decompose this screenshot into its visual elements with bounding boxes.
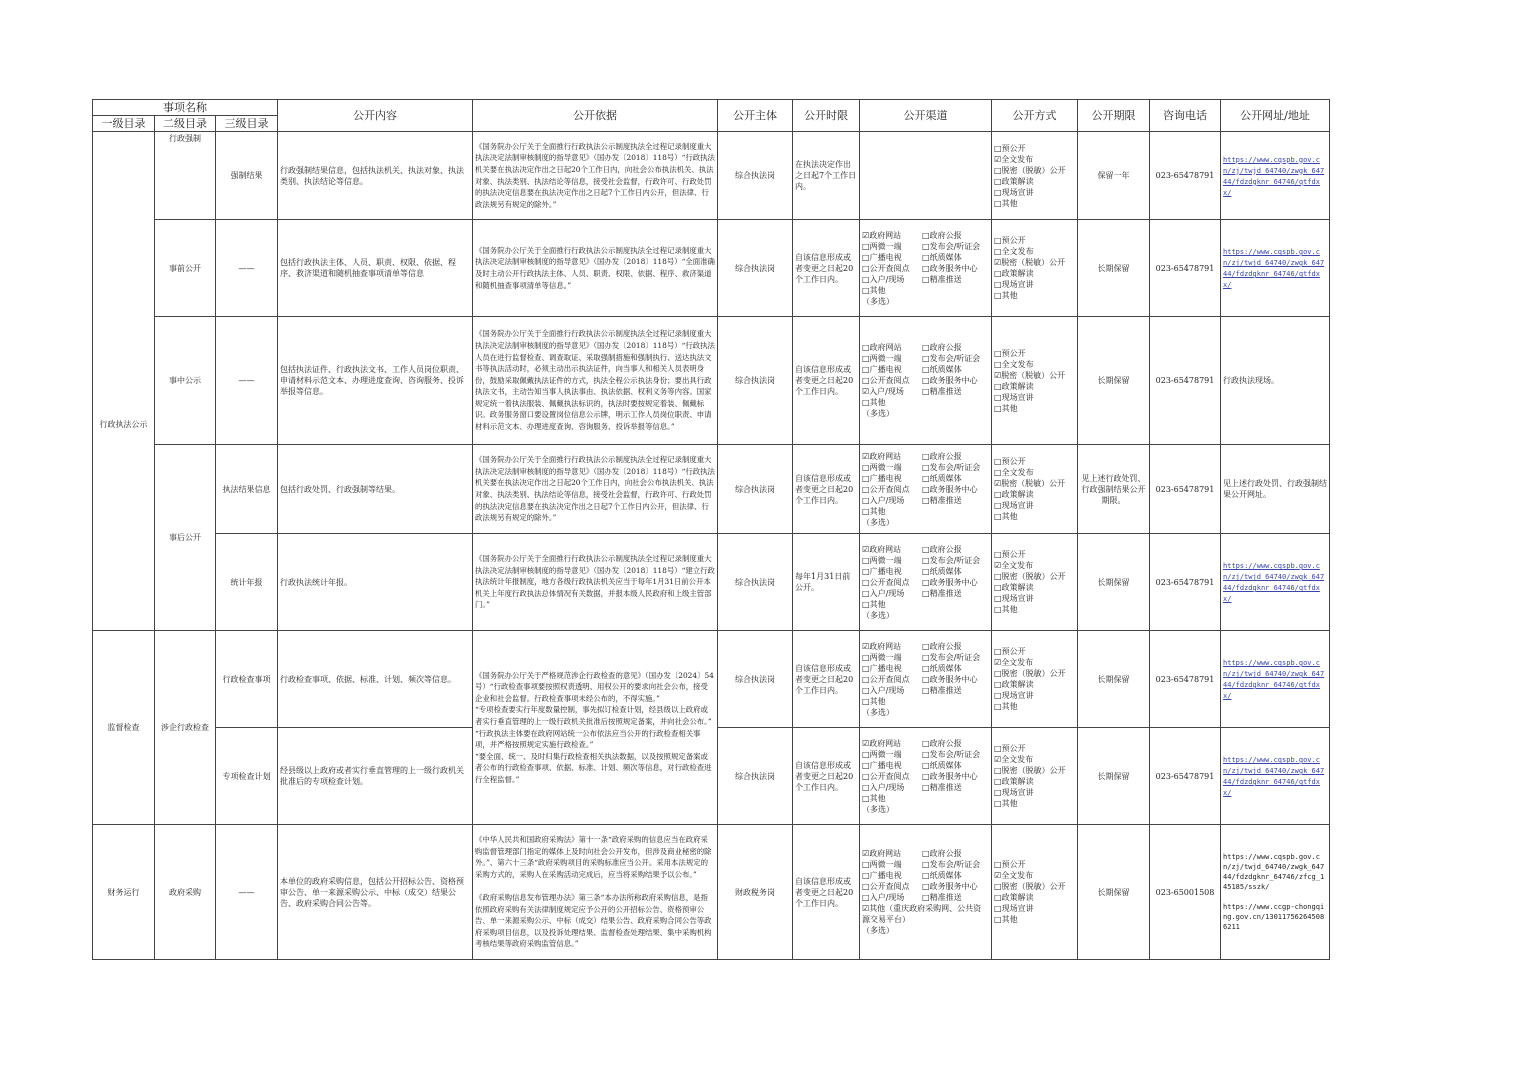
header-period: 公开期限 <box>1078 100 1150 132</box>
time-limit-cell: 自该信息形成或者变更之日起20个工作日内。 <box>793 728 860 825</box>
channel-option: □政府公报 <box>922 343 962 352</box>
level2-cell: 事后公开 <box>155 445 216 631</box>
method-option: □其他 <box>994 198 1018 208</box>
level1-cell: 监督检查 <box>93 631 155 825</box>
channel-option: ☑入户/现场 <box>862 387 904 396</box>
period-cell: 长期保留 <box>1078 220 1150 317</box>
header-level2: 二级目录 <box>155 116 216 132</box>
channel-option: □精准推送 <box>922 893 962 902</box>
channel-line <box>862 566 989 577</box>
channel-line <box>862 296 989 307</box>
channel-line <box>862 230 989 241</box>
subject-cell: 综合执法岗 <box>718 631 793 728</box>
time-limit-cell: 自该信息形成或者变更之日起20个工作日内。 <box>793 220 860 317</box>
channel-option: □纸质媒体 <box>922 663 962 673</box>
basis-cell: 《国务院办公厅关于全面推行行政执法公示制度执法全过程记录制度重大执法决定法制审核制度的指导意见》（国办发〔2018〕118号）“行政执法机关要在执法决定作出之日起20个工作日内，向社会公布执法机关、执法对象、执法类别、执法结论等信息，接受社会监督，行政许可、行政处罚的执法决定信息要在执法决定作出之日起7个工作日内公开，但法律、行政法规另有规定的除外。” <box>473 132 718 220</box>
method-option: ☑脱密（脱敏）公开 <box>994 479 1066 488</box>
channel-line <box>862 696 989 707</box>
url-link[interactable]: https://www.cqspb.gov.cn/zj/twjd_64740/zwgk_64744/fdzdgknr_64746/qtfdxx/ <box>1223 155 1325 197</box>
method-option: □现场宣讲 <box>994 691 1034 700</box>
channel-line <box>862 881 989 892</box>
period-cell: 长期保留 <box>1078 317 1150 445</box>
channel-line <box>862 793 989 804</box>
channel-option: □政府公报 <box>922 738 962 748</box>
method-cell <box>992 445 1078 534</box>
channel-line <box>862 364 989 375</box>
method-option: □政策解读 <box>994 893 1034 902</box>
channel-option: □两微一端 <box>862 462 902 472</box>
method-option: □全文发布 <box>994 247 1034 256</box>
channel-option: □公开查阅点 <box>862 577 910 587</box>
channel-line <box>862 652 989 663</box>
channel-line <box>862 749 989 760</box>
content-cell: 包括行政处罚、行政强制等结果。 <box>278 445 473 534</box>
subject-cell: 综合执法岗 <box>718 445 793 534</box>
level2-cell: 政府采购 <box>155 825 216 960</box>
url-link[interactable]: https://www.cqspb.gov.cn/zj/twjd_64740/zwgk_64744/fdzdgknr_64746/qtfdxx/ <box>1223 659 1325 700</box>
content-cell: 行政检查事项、依据、标准、计划、频次等信息。 <box>278 631 473 728</box>
header-item-name: 事项名称 <box>93 100 278 116</box>
method-cell <box>992 317 1078 445</box>
method-option: □政策解读 <box>994 583 1034 592</box>
channel-option: □入户/现场 <box>862 685 905 695</box>
phone-cell: 023-65001508 <box>1150 825 1221 960</box>
channel-option: ☑其他（重庆政府采购网、公共资源交易平台） <box>862 904 982 924</box>
channel-option: □两微一端 <box>862 860 902 869</box>
channel-line <box>862 870 989 881</box>
channel-option: □两微一端 <box>862 354 902 363</box>
channel-line <box>862 408 989 419</box>
disclosure-table <box>92 99 1330 960</box>
channel-option: □精准推送 <box>922 274 962 284</box>
channel-line <box>862 588 989 599</box>
url-text-2: https://www.ccgp-chongqing.gov.cn/130117562645086211 <box>1223 903 1325 931</box>
content-cell: 行政强制结果信息，包括执法机关、执法对象、执法类别、执法结论等信息。 <box>278 132 473 220</box>
method-option: □其他 <box>994 702 1018 711</box>
channel-option: □发布会/听证会 <box>922 749 981 759</box>
time-limit-cell: 每年1月31日前公开。 <box>793 534 860 631</box>
url-link[interactable]: https://www.cqspb.gov.cn/zj/twjd_64740/zwgk_64744/fdzdgknr_64746/qtfdxx/ <box>1223 756 1325 797</box>
method-option: □政策解读 <box>994 381 1034 391</box>
channel-option: （多选） <box>862 926 895 935</box>
channel-option: □公开查阅点 <box>862 484 910 494</box>
method-cell <box>992 728 1078 825</box>
channel-option: ☑政府网站 <box>862 849 902 858</box>
channel-line <box>862 707 989 718</box>
channel-option: （多选） <box>862 610 895 620</box>
level3-cell: 执法结果信息 <box>216 445 278 534</box>
method-option: □脱密（脱敏）公开 <box>994 165 1066 175</box>
channel-cell-empty <box>860 132 992 220</box>
channel-line <box>862 599 989 610</box>
table-row <box>93 825 1330 960</box>
phone-cell: 023-65478791 <box>1150 445 1221 534</box>
level2-cell: 涉企行政检查 <box>155 631 216 825</box>
subject-cell: 综合执法岗 <box>718 220 793 317</box>
level3-cell: 统计年报 <box>216 534 278 631</box>
channel-line <box>862 397 989 408</box>
period-cell: 长期保留 <box>1078 728 1150 825</box>
channel-option: □政府公报 <box>922 544 962 554</box>
channel-option: □发布会/听证会 <box>922 462 981 472</box>
basis-cell: 《中华人民共和国政府采购法》第十一条“政府采购的信息应当在政府采购监督管理部门指定的媒体上及时向社会公开发布，但涉及商业秘密的除外。”、第六十三条“政府采购项目的采购标准应当公开。采用本法规定的采购方式的，采购人在采购活动完成后，应当将采购结果予以公布。” 《政府采购信息发布管理办法》第三条“本办法所称政府采购信息，是指依照政府采购有关法律制度规定应予公开的公开招标公告、资格预审公告、单一来源采购公示、中标（成交）结果公告、政府采购合同公告等政府采购项目信息，以及投诉处理结果、监督检查处理结果、集中采购机构考核结果等政府采购监管信息。” <box>473 825 718 960</box>
period-cell: 保留一年 <box>1078 132 1150 220</box>
content-cell: 行政执法统计年报。 <box>278 534 473 631</box>
subject-cell: 综合执法岗 <box>718 132 793 220</box>
channel-option: □其他 <box>862 599 886 609</box>
level3-cell: 强制结果 <box>216 132 278 220</box>
channel-line <box>862 859 989 870</box>
method-option: ☑脱密（脱敏）公开 <box>994 370 1066 380</box>
method-cell <box>992 825 1078 960</box>
channel-option: □两微一端 <box>862 749 902 759</box>
level3-cell: 行政检查事项 <box>216 631 278 728</box>
header-time-limit: 公开时限 <box>793 100 860 132</box>
channel-option: □其他 <box>862 506 886 516</box>
channel-cell <box>860 825 992 960</box>
channel-cell <box>860 317 992 445</box>
table-row <box>93 445 1330 534</box>
channel-line <box>862 771 989 782</box>
level1-cell: 财务运行 <box>93 825 155 960</box>
channel-option: □政务服务中心 <box>922 674 978 684</box>
channel-option: □精准推送 <box>922 387 962 396</box>
channel-option: □入户/现场 <box>862 893 905 902</box>
level3-cell: —— <box>216 825 278 960</box>
method-option: □脱密（脱敏）公开 <box>994 766 1066 775</box>
period-cell: 见上述行政处罚、行政强制结果公开期限。 <box>1078 445 1150 534</box>
method-option: ☑全文发布 <box>994 658 1034 667</box>
method-option: ☑全文发布 <box>994 561 1034 570</box>
url-link[interactable]: https://www.cqspb.gov.cn/zj/twjd_64740/zwgk_64744/fdzdgknr_64746/qtfdxx/ <box>1223 562 1325 603</box>
channel-option: □精准推送 <box>922 495 962 505</box>
channel-line <box>862 375 989 386</box>
time-limit-cell: 在执法决定作出之日起7个工作日内。 <box>793 132 860 220</box>
method-option: □预公开 <box>994 550 1026 559</box>
channel-option: □纸质媒体 <box>922 252 962 262</box>
channel-option: □入户/现场 <box>862 495 905 505</box>
channel-option: □政府公报 <box>922 230 962 240</box>
level3-cell: —— <box>216 317 278 445</box>
time-limit-cell: 自该信息形成或者变更之日起20个工作日内。 <box>793 631 860 728</box>
basis-cell: 《国务院办公厅关于严格规范涉企行政检查的意见》（国办发〔2024〕54号）“行政检查事项要按照权责透明、用权公开的要求向社会公布，接受企业和社会监督。行政检查事项未经公布的，不得实施。” “专项检查要实行年度数量控制，事先拟订检查计划，经县级以上政府或者实行垂直管理的上一级行政机关批准后按照规定备案，并向社会公布。” “行政执法主体要在政府网站统一公布依法应当公开的行政检查相关事项，并严格按照规定实施行政检查。” “要全面、统一、及时归集行政检查相关执法数据，以及按照规定备案或者公布的行政检查事项、依据、标准、计划、频次等信息，对行政检查进行全程监督。” <box>473 631 718 825</box>
level2-cell: 事前公开 <box>155 220 216 317</box>
subject-cell: 综合执法岗 <box>718 728 793 825</box>
channel-line <box>862 285 989 296</box>
level3-cell: 专项检查计划 <box>216 728 278 825</box>
channel-option: □其他 <box>862 285 886 295</box>
subject-cell: 综合执法岗 <box>718 534 793 631</box>
url-link[interactable]: https://www.cqspb.gov.cn/zj/twjd_64740/zwgk_64744/fdzdgknr_64746/qtfdxx/ <box>1223 248 1325 289</box>
channel-cell <box>860 220 992 317</box>
channel-option: □政府公报 <box>922 849 962 858</box>
channel-option: □广播电视 <box>862 473 902 483</box>
channel-line <box>862 804 989 815</box>
table-row <box>93 220 1330 317</box>
channel-line <box>862 760 989 771</box>
channel-option: □纸质媒体 <box>922 473 962 483</box>
channel-line <box>862 506 989 517</box>
channel-option: （多选） <box>862 517 895 527</box>
time-limit-cell: 自该信息形成或者变更之日起20个工作日内。 <box>793 825 860 960</box>
channel-option: □两微一端 <box>862 241 902 251</box>
channel-cell <box>860 728 992 825</box>
phone-cell: 023-65478791 <box>1150 317 1221 445</box>
channel-option: □广播电视 <box>862 663 902 673</box>
channel-line <box>862 517 989 528</box>
level2-cell: 行政强制 <box>155 132 216 220</box>
channel-option: □广播电视 <box>862 566 902 576</box>
channel-option: □政务服务中心 <box>922 882 978 891</box>
level1-cell: 行政执法公示 <box>93 220 155 631</box>
content-cell: 包括执法证件、行政执法文书、工作人员岗位职责、申请材料示范文本、办理进度查询、咨询服务、投诉举报等信息。 <box>278 317 473 445</box>
content-cell: 本单位的政府采购信息，包括公开招标公告、资格预审公告、单一来源采购公示、中标（成交）结果公告、政府采购合同公告等。 <box>278 825 473 960</box>
channel-option: □公开查阅点 <box>862 674 910 684</box>
channel-option: □其他 <box>862 793 886 803</box>
method-option: □现场宣讲 <box>994 501 1034 510</box>
header-subject: 公开主体 <box>718 100 793 132</box>
method-cell <box>992 631 1078 728</box>
channel-option: □政务服务中心 <box>922 771 978 781</box>
method-option: □现场宣讲 <box>994 392 1034 402</box>
url-text: https://www.cqspb.gov.cn/zj/twjd_64740/zwgk_64744/fdzdgknr_64746/zfcg_145185/sszk/ <box>1223 853 1325 891</box>
channel-cell <box>860 534 992 631</box>
channel-line <box>862 386 989 397</box>
phone-cell: 023-65478791 <box>1150 631 1221 728</box>
method-option: □脱密（脱敏）公开 <box>994 572 1066 581</box>
channel-option: □公开查阅点 <box>862 771 910 781</box>
channel-option: □公开查阅点 <box>862 376 910 385</box>
channel-option: ☑政府网站 <box>862 738 902 748</box>
method-option: □政策解读 <box>994 490 1034 499</box>
channel-line <box>862 263 989 274</box>
channel-line <box>862 462 989 473</box>
channel-line <box>862 495 989 506</box>
method-option: □脱密（脱敏）公开 <box>994 882 1066 891</box>
phone-cell: 023-65478791 <box>1150 728 1221 825</box>
channel-line <box>862 544 989 555</box>
method-option: □其他 <box>994 291 1018 300</box>
method-option: □其他 <box>994 512 1018 521</box>
content-cell: 包括行政执法主体、人员、职责、权限、依据、程序、救济渠道和随机抽查事项清单等信息 <box>278 220 473 317</box>
channel-option: □发布会/听证会 <box>922 241 981 251</box>
channel-option: □广播电视 <box>862 760 902 770</box>
channel-option: □其他 <box>862 696 886 706</box>
channel-option: □入户/现场 <box>862 274 905 284</box>
method-option: □政策解读 <box>994 680 1034 689</box>
method-option: □预公开 <box>994 457 1026 466</box>
channel-option: （多选） <box>862 804 895 814</box>
level2-cell: 事中公示 <box>155 317 216 445</box>
channel-option: □其他 <box>862 398 886 407</box>
method-option: □政策解读 <box>994 269 1034 278</box>
table-row <box>93 132 1330 220</box>
basis-cell: 《国务院办公厅关于全面推行行政执法公示制度执法全过程记录制度重大执法决定法制审核制度的指导意见》（国办发〔2018〕118号）“建立行政执法统计年报制度，地方各级行政执法机关应当于每年1月31日前公开本机关上年度行政执法总体情况有关数据，并报本级人民政府和上级主管部门。” <box>473 534 718 631</box>
channel-option: □政府网站 <box>862 343 902 352</box>
channel-line <box>862 555 989 566</box>
channel-option: □广播电视 <box>862 252 902 262</box>
channel-option: □政府公报 <box>922 451 962 461</box>
channel-line <box>862 782 989 793</box>
channel-option: □公开查阅点 <box>862 263 910 273</box>
channel-option: □入户/现场 <box>862 782 905 792</box>
method-option: □脱密（脱敏）公开 <box>994 669 1066 678</box>
channel-option: □政务服务中心 <box>922 376 978 385</box>
channel-line <box>862 342 989 353</box>
time-limit-cell: 自该信息形成或者变更之日起20个工作日内。 <box>793 317 860 445</box>
method-cell <box>992 534 1078 631</box>
method-option: □预公开 <box>994 647 1026 656</box>
header-basis: 公开依据 <box>473 100 718 132</box>
channel-option: ☑政府网站 <box>862 230 902 240</box>
channel-option: □入户/现场 <box>862 588 905 598</box>
subject-cell: 综合执法岗 <box>718 317 793 445</box>
level3-cell: —— <box>216 220 278 317</box>
channel-line <box>862 610 989 621</box>
method-option: □现场宣讲 <box>994 280 1034 289</box>
channel-option: □纸质媒体 <box>922 365 962 374</box>
method-option: □全文发布 <box>994 359 1034 369</box>
channel-line <box>862 641 989 652</box>
header-channel: 公开渠道 <box>860 100 992 132</box>
channel-line <box>862 892 989 903</box>
channel-line <box>862 353 989 364</box>
channel-option: □发布会/听证会 <box>922 652 981 662</box>
basis-cell: 《国务院办公厅关于全面推行行政执法公示制度执法全过程记录制度重大执法决定法制审核制度的指导意见》（国办发〔2018〕118号）“行政执法人员在进行监督检查、调查取证、采取强制措施和强制执行、送达执法文书等执法活动时，必须主动出示执法证件，向当事人和相关人员表明身份，鼓励采取佩戴执法证件的方式，执法全程公示执法身份；要出具行政执法文书，主动告知当事人执法事由、执法依据、权利义务等内容。国家规定统一着执法服装、佩戴执法标识的，执法时要按规定着装、佩戴标识。政务服务窗口要设置岗位信息公示牌，明示工作人员岗位职责、申请材料示范文本、办理进度查询、咨询服务、投诉举报等信息。” <box>473 317 718 445</box>
method-option: □政策解读 <box>994 777 1034 786</box>
subject-cell: 财政税务岗 <box>718 825 793 960</box>
method-option: □预公开 <box>994 348 1026 358</box>
phone-cell: 023-65478791 <box>1150 220 1221 317</box>
table-row <box>93 631 1330 728</box>
channel-line <box>862 274 989 285</box>
header-level1: 一级目录 <box>93 116 155 132</box>
method-option: □政策解读 <box>994 176 1034 186</box>
channel-line <box>862 903 989 925</box>
channel-option: □精准推送 <box>922 685 962 695</box>
channel-option: □纸质媒体 <box>922 760 962 770</box>
period-cell: 长期保留 <box>1078 825 1150 960</box>
method-option: □现场宣讲 <box>994 594 1034 603</box>
url-cell: 见上述行政处罚、行政强制结果公开网址。 <box>1221 445 1330 534</box>
channel-line <box>862 674 989 685</box>
period-cell: 长期保留 <box>1078 534 1150 631</box>
channel-line <box>862 685 989 696</box>
channel-option: □政府公报 <box>922 641 962 651</box>
channel-line <box>862 252 989 263</box>
level1-cell-empty <box>93 132 155 220</box>
channel-option: ☑政府网站 <box>862 451 902 461</box>
method-option: ☑脱密（脱敏）公开 <box>994 258 1066 267</box>
table-row <box>93 534 1330 631</box>
channel-option: □两微一端 <box>862 555 902 565</box>
method-option: □预公开 <box>994 236 1026 245</box>
header-content: 公开内容 <box>278 100 473 132</box>
channel-line <box>862 484 989 495</box>
method-option: ☑全文发布 <box>994 755 1034 764</box>
method-option: □预公开 <box>994 860 1026 869</box>
method-option: □预公开 <box>994 744 1026 753</box>
header-url: 公开网址/地址 <box>1221 100 1330 132</box>
channel-option: □精准推送 <box>922 588 962 598</box>
basis-cell: 《国务院办公厅关于全面推行行政执法公示制度执法全过程记录制度重大执法决定法制审核制度的指导意见》（国办发〔2018〕118号）“行政执法机关要在执法决定作出之日起20个工作日内，向社会公布执法机关、执法对象、执法类别、执法结论等信息，接受社会监督，行政许可、行政处罚的执法决定信息要在执法决定作出之日起7个工作日内公开，但法律、行政法规另有规定的除外。” <box>473 445 718 534</box>
channel-line <box>862 663 989 674</box>
channel-option: □纸质媒体 <box>922 871 962 880</box>
channel-option: □精准推送 <box>922 782 962 792</box>
channel-option: ☑政府网站 <box>862 544 902 554</box>
header-level3: 三级目录 <box>216 116 278 132</box>
channel-line <box>862 925 989 936</box>
method-cell <box>992 220 1078 317</box>
header-method: 公开方式 <box>992 100 1078 132</box>
method-option: □现场宣讲 <box>994 187 1034 197</box>
method-option: ☑全文发布 <box>994 154 1034 164</box>
header-phone: 咨询电话 <box>1150 100 1221 132</box>
phone-cell: 023-65478791 <box>1150 132 1221 220</box>
method-option: □现场宣讲 <box>994 904 1034 913</box>
method-option: □预公开 <box>994 143 1026 153</box>
channel-line <box>862 241 989 252</box>
period-cell: 长期保留 <box>1078 631 1150 728</box>
channel-option: （多选） <box>862 409 895 418</box>
channel-line <box>862 451 989 462</box>
method-option: □其他 <box>994 799 1018 808</box>
basis-cell: 《国务院办公厅关于全面推行行政执法公示制度执法全过程记录制度重大执法决定法制审核制度的指导意见》（国办发〔2018〕118号）“全面准确及时主动公开行政执法主体、人员、职责、权限、依据、程序、救济渠道和随机抽查事项清单等信息。” <box>473 220 718 317</box>
channel-cell <box>860 445 992 534</box>
method-option: □其他 <box>994 605 1018 614</box>
channel-option: □发布会/听证会 <box>922 354 981 363</box>
channel-option: □政务服务中心 <box>922 263 978 273</box>
method-cell <box>992 132 1078 220</box>
channel-option: □两微一端 <box>862 652 902 662</box>
phone-cell: 023-65478791 <box>1150 534 1221 631</box>
method-option: □其他 <box>994 403 1018 413</box>
url-cell: 行政执法现场。 <box>1221 317 1330 445</box>
channel-option: （多选） <box>862 707 895 717</box>
channel-option: □发布会/听证会 <box>922 860 981 869</box>
channel-option: □政务服务中心 <box>922 484 978 494</box>
table-row <box>93 317 1330 445</box>
method-option: □其他 <box>994 915 1018 924</box>
channel-option: □政务服务中心 <box>922 577 978 587</box>
content-cell: 经县级以上政府或者实行垂直管理的上一级行政机关批准后的专项检查计划。 <box>278 728 473 825</box>
channel-option: □广播电视 <box>862 365 902 374</box>
channel-option: □公开查阅点 <box>862 882 910 891</box>
channel-option: □发布会/听证会 <box>922 555 981 565</box>
channel-line <box>862 848 989 859</box>
method-option: ☑全文发布 <box>994 871 1034 880</box>
channel-line <box>862 738 989 749</box>
channel-line <box>862 473 989 484</box>
channel-option: □广播电视 <box>862 871 902 880</box>
channel-line <box>862 577 989 588</box>
channel-cell <box>860 631 992 728</box>
time-limit-cell: 自该信息形成或者变更之日起20个工作日内。 <box>793 445 860 534</box>
channel-option: （多选） <box>862 296 895 306</box>
channel-option: ☑政府网站 <box>862 641 902 651</box>
method-option: □现场宣讲 <box>994 788 1034 797</box>
method-option: □全文发布 <box>994 468 1034 477</box>
channel-option: □纸质媒体 <box>922 566 962 576</box>
